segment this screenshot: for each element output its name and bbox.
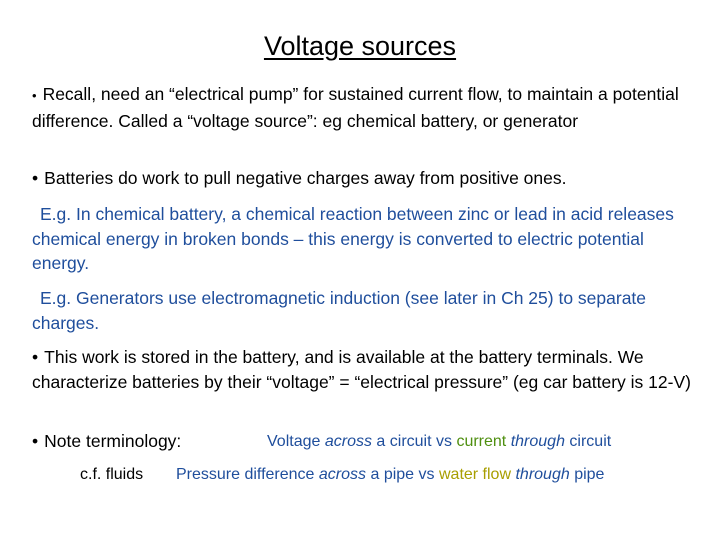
- example-generators: E.g. Generators use electromagnetic induction (see later in Ch 25) to separate charges.: [32, 288, 647, 333]
- note-current-word: current: [456, 433, 507, 450]
- fluids-pressure-vs-flow: [176, 463, 604, 487]
- note-circuit-word: circuit: [569, 433, 612, 450]
- fluids-pressure-difference: Pressure difference: [176, 466, 315, 483]
- note-through-word: through: [510, 433, 565, 450]
- bullet-marker: •: [32, 88, 37, 103]
- bullet-marker: •: [32, 431, 39, 451]
- bullet-stored-work-text: This work is stored in the battery, and is available at the battery terminals. We characterize batteries by their “voltage” = “electrical pressure” (eg car battery is 12-V): [32, 347, 691, 392]
- fluids-label: c.f. fluids: [80, 466, 144, 483]
- note-a-circuit-vs: a circuit vs: [376, 433, 452, 450]
- bullet-marker: •: [32, 168, 39, 188]
- fluids-pipe-word: pipe: [574, 466, 605, 483]
- note-label: Note terminology:: [44, 431, 182, 451]
- note-across-word: across: [324, 433, 372, 450]
- fluids-water-flow: water flow: [438, 466, 512, 483]
- note-voltage-word: Voltage: [267, 433, 321, 450]
- slide-title: Voltage sources: [263, 31, 457, 61]
- example-chemical-battery: E.g. In chemical battery, a chemical reaction between zinc or lead in acid releases chemical energy in broken bonds – this energy is converted to electric potential energy.: [32, 204, 674, 273]
- bullet-recall: [32, 82, 692, 133]
- bullet-batteries-work: [32, 166, 692, 191]
- note-terminology: [32, 429, 692, 453]
- note-voltage-vs-current: [267, 430, 611, 454]
- bullet-recall-text: Recall, need an “electrical pump” for sustained current flow, to maintain a potential difference. Called a “voltage source”: eg chemical battery, or generator: [32, 84, 679, 131]
- fluids-a-pipe-vs: a pipe vs: [370, 466, 435, 483]
- bullet-marker: •: [32, 347, 39, 367]
- fluids-across-word: across: [318, 466, 367, 483]
- bullet-batteries-work-text: Batteries do work to pull negative charges away from positive ones.: [44, 168, 567, 188]
- bullet-stored-work: [32, 345, 692, 394]
- fluids-through-word: through: [515, 466, 570, 483]
